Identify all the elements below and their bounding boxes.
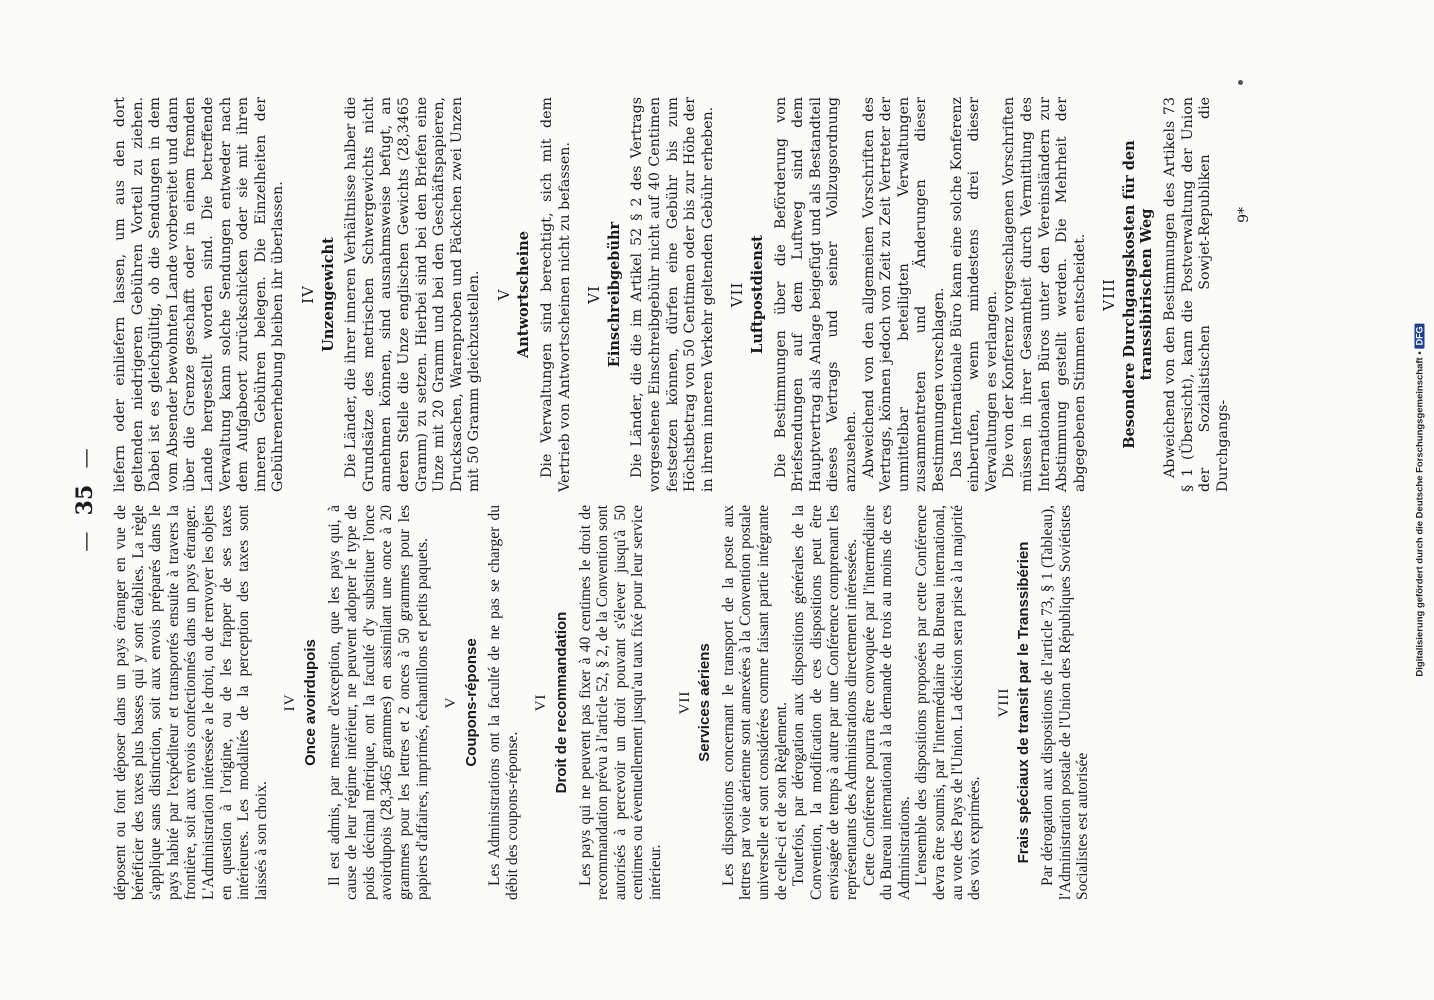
de-section-5-title: Antwortscheine bbox=[515, 230, 533, 359]
fr-section-8-text: Par dérogation aux dispositions de l'article 73, § 1 (Tableau), l'Administration postale de l'Union des Républiques Soviétistes Socialistes est autorisée bbox=[1038, 505, 1092, 900]
german-column bbox=[112, 97, 1254, 492]
fr-section-4-title: Once avoirdupois bbox=[301, 639, 319, 766]
page-number-line bbox=[72, 420, 98, 580]
de-section-7-para-2: Abweichend von den allgemeinen Vorschriften des Vertrags, können jedoch von Zeit zu Zeit Vertreter der unmittelbar beteiligten Verwaltungen zusammentreten und Änderungen dieser Bestimmungen vorschlagen. bbox=[860, 97, 947, 492]
fr-section-8-title: Frais spéciaux de transit par le Transsibérien bbox=[1015, 541, 1033, 864]
fr-section-5-text: Les Administrations ont la faculté de ne pas se charger du débit des coupons-réponse. bbox=[486, 505, 521, 900]
dash-right: — bbox=[73, 448, 97, 469]
french-column bbox=[112, 505, 1092, 900]
de-section-7-para-4: Die von der Konferenz vorgeschlagenen Vorschriften müssen in ihrer Gesamtheit durch Vermittlung des Internationalen Büros unter den Vereinsländern zur Abstimmung gestellt werden. Die Mehrheit der abgegebenen Stimmen entscheidet. bbox=[1001, 97, 1088, 492]
fr-section-7-para-4: L'ensemble des dispositions proposées par cette Conférence devra être soumis, par l'intermédiaire du Bureau international, au vote des Pays de l'Union. La décision sera prise à la majorité des voix exprimées. bbox=[913, 505, 984, 900]
fr-section-4-number: IV bbox=[282, 693, 299, 712]
de-section-5-text: Die Verwaltungen sind berechtigt, sich mit dem Vertrieb von Antwortscheinen nicht zu befassen. bbox=[539, 97, 573, 492]
fr-section-7-number: VII bbox=[676, 690, 693, 715]
de-section-7-para-1: Die Bestimmungen über die Beförderung von Briefsendungen auf dem Luftweg sind dem Hauptvertrag als Anlage beigefügt und als Bestandteil dieses Vertrags und seiner Vollzugsordnung anzusehen. bbox=[772, 97, 859, 492]
de-section-5-number: V bbox=[494, 288, 513, 301]
fr-intro: déposent ou font déposer dans un pays étranger en vue de bénéficier des taxes plus basses qui y sont établies. La règle s'applique sans distinction, soit aux envois préparés dans le pays habité par l'expéditeur et transportés ensuite à travers la frontière, soit aux envois confectionnés dans un pays étranger. L'Administration intéressée a le droit, ou de renvoyer les objets en question à l'origine, ou de les frapper de ses taxes intérieures. Les modalités de la perception des taxes sont laissés à son choix. bbox=[112, 505, 270, 900]
fr-section-6-number: VI bbox=[533, 693, 550, 712]
de-section-7-para-3: Das Internationale Büro kann eine solche Konferenz einberufen, wenn mindestens drei dieser Verwaltungen es verlangen. bbox=[948, 97, 1000, 492]
de-section-8-text: Abweichend von den Bestimmungen des Artikels 73 § 1 (Übersicht), kann die Postverwaltung der Union der Sozialistischen Sowjet-Republiken die Durchgangs- bbox=[1162, 97, 1231, 492]
de-section-4-number: IV bbox=[298, 285, 317, 304]
de-section-8-number: VIII bbox=[1100, 278, 1119, 311]
scan-speck bbox=[1238, 80, 1243, 85]
de-section-7-title: Luftpostdienst bbox=[749, 235, 766, 354]
fr-section-7-para-1: Les dispositions concernant le transport de la poste aux lettres par voie aérienne sont annexées à la Convention postale universelle et sont considérées comme faisant partie intégrante de celle-ci et de son Règlement. bbox=[719, 505, 790, 900]
de-section-4-text: Die Länder, die ihrer inneren Verhältnisse halber die Grundsätze des metrischen Schwergewichts nicht annehmen können, sind ausnahmsweise befugt, an deren Stelle die Unze englischen Gewichts (28,3465 Gramm) zu setzen. Hierbei sind bei den Briefen eine Unze mit 20 Gramm und bei den Geschäftspapieren, Drucksachen, Warenproben und Päckchen zwei Unzen mit 50 Gramm gleichzustellen. bbox=[343, 97, 483, 492]
fr-section-4-text: Il est admis, par mesure d'exception, que les pays qui, à cause de leur régime intérieur, ne peuvent adopter le type de poids décimal métrique, ont la faculté d'y substituer l'once avoirdupois (28,3465 grammes) en assimilant une once à 20 grammes pour les lettres et 2 onces à 50 grammes pour les papiers d'affaires, imprimés, échantillons et petits paquets. bbox=[325, 505, 431, 900]
fr-section-7-para-2: Toutefois, par dérogation aux dispositions générales de la Convention, la modification de ces dispositions peut être envisagée de temps à autre par une Conférence comprenant les représentants des Administrations directement intéressées. bbox=[790, 505, 860, 900]
fr-section-8-number: VIII bbox=[995, 687, 1012, 718]
de-section-7-number: VII bbox=[728, 281, 747, 308]
de-section-6-text: Die Länder, die die im Artikel 52 § 2 des Vertrags vorgesehene Einschreibgebühr nicht auf 40 Centimen festsetzen können, dürfen eine Gebühr bis zum Höchstbetrag von 50 Centimen oder bis zur Höhe der in ihrem inneren Verkehr geltenden Gebühr erheben. bbox=[629, 97, 716, 492]
de-section-6-number: VI bbox=[585, 285, 604, 304]
signature-mark: 9* bbox=[1236, 207, 1253, 223]
de-section-6-title: Einschreibgebühr bbox=[605, 221, 623, 368]
dash-left: — bbox=[73, 531, 97, 552]
fr-section-6-text: Les pays qui ne peuvent pas fixer à 40 centimes le droit de recommandation prévu à l'article 52, § 2, de la Convention sont autorisés à percevoir un droit pouvant s'élever jusqu'à 50 centimes ou éventuellement jusqu'au taux fixé pour leur service intérieur. bbox=[576, 505, 665, 900]
de-intro: liefern oder einliefern lassen, um aus den dort geltenden niedrigeren Gebühren Vorteil zu ziehen. Dabei ist es gleichgültig, ob die Sendungen in dem vom Absender bewohnten Lande vorbereitet und dann über die Grenze geschafft oder in einem fremden Lande hergestellt worden sind. Die betreffende Verwaltung kann solche Sendungen entweder nach dem Aufgabeort zurückschicken oder sie mit ihren inneren Gebühren belegen. Die Einzelheiten der Gebührenerhebung bleiben ihr überlassen. bbox=[112, 97, 287, 492]
fr-section-5-title: Coupons-réponse bbox=[462, 638, 480, 767]
dfg-logo: DFG bbox=[1415, 323, 1425, 348]
fr-section-7-para-3: Cette Conférence pourra être convoquée par l'intermédiaire du Bureau international à la demande de trois au moins de ces Administrations. bbox=[860, 505, 913, 900]
page-number: 35 bbox=[72, 484, 98, 516]
credit-text: Digitalisierung gefördert durch die Deutsche Forschungsgemeinschaft • bbox=[1414, 351, 1426, 677]
fr-section-5-number: V bbox=[443, 696, 460, 709]
fr-section-7-title: Services aériens bbox=[696, 643, 714, 762]
de-section-8-title: Besondere Durchgangskosten für den transsibirischen Weg bbox=[1120, 140, 1156, 449]
de-section-4-title: Unzengewicht bbox=[319, 237, 337, 352]
fr-section-6-title: Droit de recommandation bbox=[553, 611, 571, 794]
